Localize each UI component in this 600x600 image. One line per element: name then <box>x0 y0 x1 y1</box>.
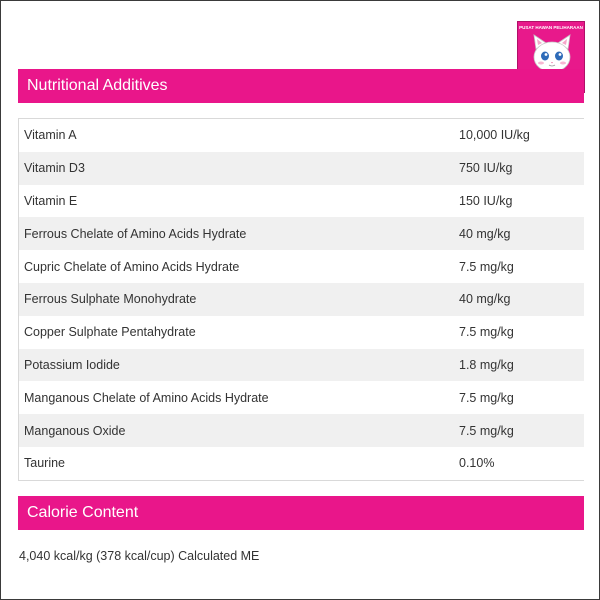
nutrient-name: Vitamin E <box>24 193 78 208</box>
nutrient-value: 7.5 mg/kg <box>459 259 514 274</box>
nutrient-name: Taurine <box>24 456 65 471</box>
nutritional-additives-header: Nutritional Additives <box>18 69 584 103</box>
table-row <box>19 185 584 218</box>
nutrient-value: 150 IU/kg <box>459 193 513 208</box>
table-row <box>19 250 584 283</box>
table-row <box>19 349 584 382</box>
table-row <box>19 414 584 447</box>
nutrient-name: Vitamin D3 <box>24 161 85 176</box>
nutrient-value: 40 mg/kg <box>459 292 511 307</box>
nutrient-name: Manganous Chelate of Amino Acids Hydrate <box>24 390 269 405</box>
calorie-content-header: Calorie Content <box>18 496 584 530</box>
nutrient-value: 7.5 mg/kg <box>459 423 514 438</box>
calorie-content-text: 4,040 kcal/kg (378 kcal/cup) Calculated ME <box>19 549 260 563</box>
nutrient-value: 40 mg/kg <box>459 226 511 241</box>
nutrient-value: 0.10% <box>459 456 495 471</box>
nutrient-name: Manganous Oxide <box>24 423 126 438</box>
table-row <box>19 381 584 414</box>
logo-top-text: PUSAT HAWAN PELIHARAAN <box>519 25 583 30</box>
nutrient-name: Copper Sulphate Pentahydrate <box>24 325 196 340</box>
nutrient-value: 7.5 mg/kg <box>459 325 514 340</box>
table-row <box>19 316 584 349</box>
nutrient-value: 750 IU/kg <box>459 161 513 176</box>
table-row <box>19 447 584 480</box>
nutrient-value: 10,000 IU/kg <box>459 128 530 143</box>
nutrient-name: Ferrous Sulphate Monohydrate <box>24 292 197 307</box>
nutrient-name: Vitamin A <box>24 128 77 143</box>
nutrient-value: 7.5 mg/kg <box>459 390 514 405</box>
table-row <box>19 152 584 185</box>
nutrient-name: Potassium Iodide <box>24 357 120 372</box>
nutrient-value: 1.8 mg/kg <box>459 357 514 372</box>
table-row <box>19 119 584 152</box>
nutritional-additives-table <box>18 118 584 481</box>
nutrient-name: Cupric Chelate of Amino Acids Hydrate <box>24 259 240 274</box>
table-row <box>19 283 584 316</box>
table-row <box>19 217 584 250</box>
nutrient-name: Ferrous Chelate of Amino Acids Hydrate <box>24 226 247 241</box>
